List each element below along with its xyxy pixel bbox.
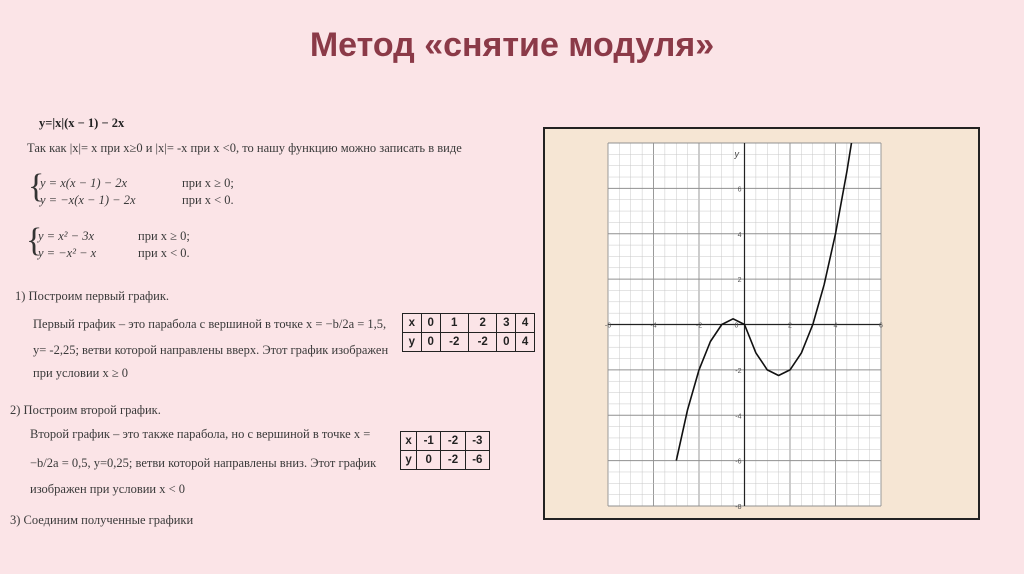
table-cell: x	[401, 432, 417, 451]
function-label: y=|x|(x − 1) − 2x	[39, 116, 125, 130]
system2-cond2: при x < 0.	[138, 246, 190, 260]
x-tick-label: 2	[788, 322, 792, 330]
values-table-1	[402, 313, 535, 352]
system1-eq1: y = x(x − 1) − 2x	[40, 176, 128, 190]
y-tick-label: -6	[735, 458, 742, 466]
table-cell: 4	[516, 333, 535, 352]
table-row	[401, 432, 490, 451]
table-cell: -6	[465, 451, 489, 470]
step3-heading: 3) Соединим полученные графики	[10, 513, 194, 527]
y-tick-label: 2	[737, 277, 742, 285]
table-row	[403, 333, 535, 352]
table-cell: 0	[417, 451, 441, 470]
step2-line1: Второй график – это также парабола, но с вершиной в точке x =	[30, 427, 371, 441]
step1-line2: y= -2,25; ветви которой направлены вверх. Этот график изображен	[33, 343, 389, 357]
table-cell: -3	[465, 432, 489, 451]
step2-line2: −b/2a = 0,5, y=0,25; ветви которой направлены вниз. Этот график	[30, 456, 377, 470]
slide-title: Метод «снятие модуля»	[309, 26, 715, 64]
table-cell: 0	[421, 314, 440, 333]
table-cell: 4	[516, 314, 535, 333]
y-tick-label: 6	[737, 186, 742, 194]
y-axis-label: y	[734, 149, 739, 159]
values-table-2	[400, 431, 490, 470]
intro-text: Так как |x|= x при x≥0 и |x|= -x при x <0, то нашу функцию можно записать в виде	[27, 141, 462, 155]
table-cell: -2	[468, 333, 496, 352]
table-row	[403, 314, 535, 333]
system2-brace: {	[26, 222, 43, 259]
x-tick-label: 6	[879, 322, 883, 330]
table-cell: x	[403, 314, 422, 333]
table-cell: y	[403, 333, 422, 352]
table-cell: -2	[441, 451, 465, 470]
system1-cond2: при x < 0.	[182, 193, 234, 207]
table-cell: -2	[440, 333, 468, 352]
system1-eq2: y = −x(x − 1) − 2x	[40, 193, 136, 207]
system1-cond1: при x ≥ 0;	[182, 176, 234, 190]
table-cell: 0	[421, 333, 440, 352]
table-cell: -2	[441, 432, 465, 451]
x-tick-label: 4	[833, 322, 838, 330]
step1-line3: при условии x ≥ 0	[33, 366, 129, 380]
table-cell: y	[401, 451, 417, 470]
x-tick-label: -6	[604, 322, 612, 330]
x-tick-label: 0	[734, 322, 739, 330]
y-tick-label: -2	[735, 367, 742, 375]
step1-line1: Первый график – это парабола с вершиной в точке x = −b/2a = 1,5,	[33, 317, 387, 331]
y-tick-label: -4	[735, 413, 742, 421]
graph-frame	[543, 127, 980, 520]
system2-cond1: при x ≥ 0;	[138, 229, 190, 243]
step2-heading: 2) Построим второй график.	[10, 403, 161, 417]
table-cell: 3	[497, 314, 516, 333]
x-tick-label: -4	[650, 322, 657, 330]
step2-line3: изображен при условии x < 0	[30, 482, 186, 496]
table-cell: 0	[497, 333, 516, 352]
table-row	[401, 451, 490, 470]
table-cell: -1	[417, 432, 441, 451]
system1-brace: {	[28, 168, 45, 205]
table-cell: 2	[468, 314, 496, 333]
system2-eq1: y = x² − 3x	[38, 229, 95, 243]
function-graph	[545, 129, 978, 518]
x-tick-label: -2	[695, 322, 703, 330]
system2-eq2: y = −x² − x	[38, 246, 97, 260]
y-tick-label: 4	[737, 231, 742, 239]
y-tick-label: -8	[735, 504, 742, 511]
table-cell: 1	[440, 314, 468, 333]
step1-heading: 1) Построим первый график.	[15, 289, 170, 303]
